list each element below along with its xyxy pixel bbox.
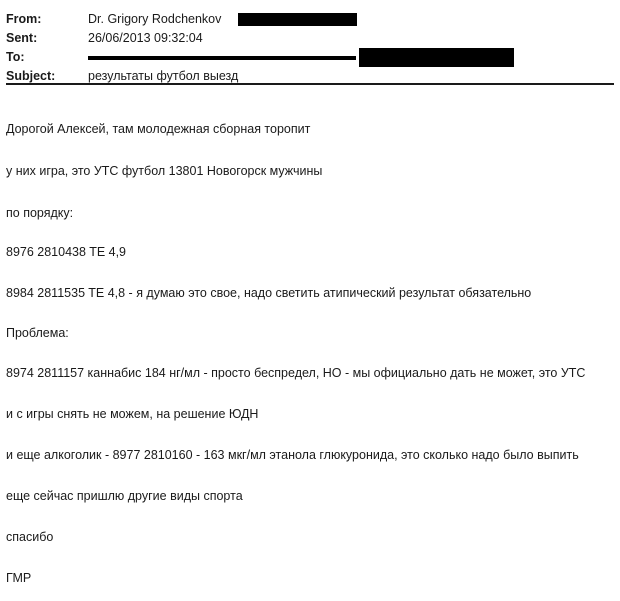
redaction-bar <box>359 48 514 67</box>
header-divider <box>6 83 614 85</box>
body-line: 8974 2811157 каннабис 184 нг/мл - просто беспредел, НО - мы официально дать не может, это УТС <box>6 366 586 380</box>
body-line: 8976 2810438 TE 4,9 <box>6 245 127 259</box>
from-row <box>6 10 614 29</box>
sent-row <box>6 29 614 48</box>
body-line: спасибо <box>6 530 54 544</box>
redaction-bar <box>238 13 357 26</box>
body-line: Дорогой Алексей, там молодежная сборная торопит <box>6 122 311 136</box>
from-value: Dr. Grigory Rodchenkov <box>88 12 222 26</box>
to-label: To: <box>6 50 25 64</box>
subject-value: результаты футбол выезд <box>88 69 239 83</box>
from-label: From: <box>6 12 42 26</box>
body-line: Проблема: <box>6 326 69 340</box>
body-line: и с игры снять не можем, на решение ЮДН <box>6 407 259 421</box>
sent-label: Sent: <box>6 31 38 45</box>
body-line: ГМР <box>6 571 32 585</box>
body-line: по порядку: <box>6 206 74 220</box>
sent-value: 26/06/2013 09:32:04 <box>88 31 203 45</box>
email-header <box>6 10 614 86</box>
body-line: 8984 2811535 TE 4,8 - я думаю это свое, надо светить атипический результат обязательно <box>6 286 532 300</box>
redaction-bar <box>88 56 356 60</box>
body-line: еще сейчас пришлю другие виды спорта <box>6 489 243 503</box>
body-line: и еще алкоголик - 8977 2810160 - 163 мкг/мл этанола глюкуронида, это сколько надо было выпить <box>6 448 579 462</box>
body-line: у них игра, это УТС футбол 13801 Новогорск мужчины <box>6 164 323 178</box>
subject-label: Subject: <box>6 69 56 83</box>
to-row <box>6 48 614 67</box>
